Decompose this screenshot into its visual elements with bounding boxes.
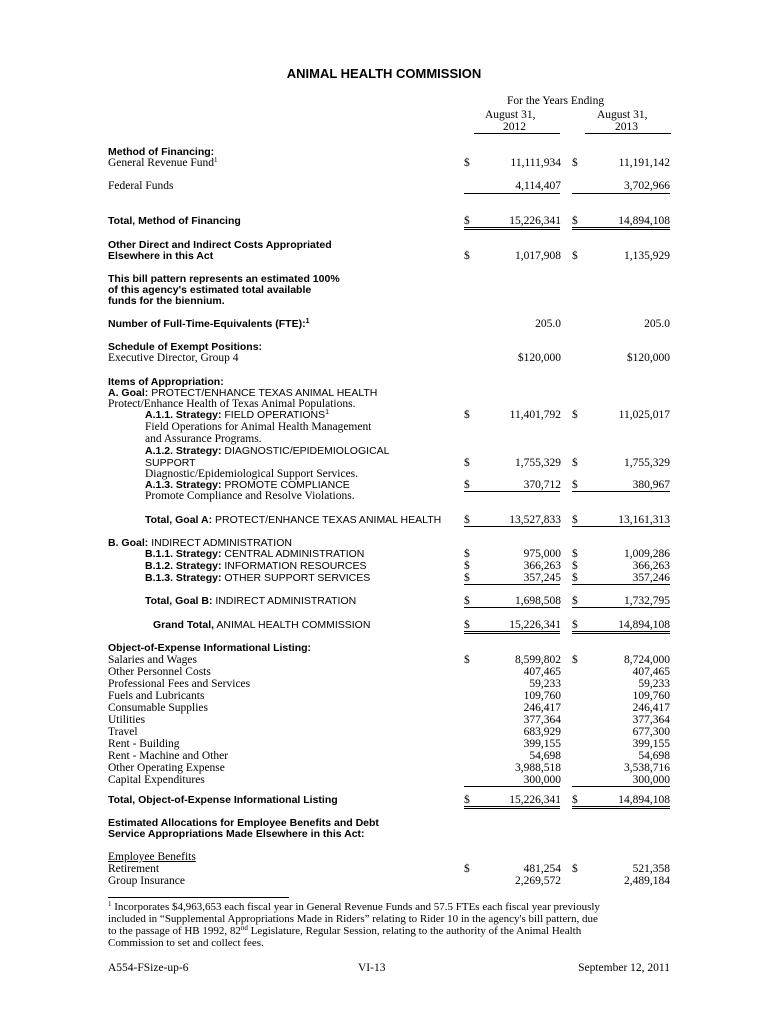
group-insurance-2013: 2,489,184 — [624, 875, 670, 887]
ooe-value: 407,465 — [523, 666, 561, 678]
ooe-value: 377,364 — [632, 714, 670, 726]
rule — [572, 607, 670, 608]
strategy-a13: A.1.3. Strategy: PROMOTE COMPLIANCE — [145, 479, 350, 491]
bill-note-line3: funds for the biennium. — [108, 295, 225, 307]
ooe-row: Fuels and Lubricants — [108, 690, 205, 702]
b12-2013: 366,263 — [632, 560, 670, 572]
ooe-value: 54,698 — [529, 750, 561, 762]
ooe-value: 8,599,802 — [515, 654, 561, 666]
goal-b-title: B. Goal: INDIRECT ADMINISTRATION — [108, 537, 292, 549]
mof-total-label: Total, Method of Financing — [108, 215, 241, 227]
double-rule — [572, 227, 670, 230]
dollar: $ — [572, 514, 578, 526]
bill-note-line2: of this agency's estimated total available — [108, 284, 312, 296]
a12-desc: Diagnostic/Epidemiological Support Services. — [145, 468, 359, 480]
dollar: $ — [572, 619, 578, 631]
ooe-row: Other Personnel Costs — [108, 666, 211, 678]
other-costs-2012: 1,017,908 — [515, 250, 561, 262]
col1-header-b: 2012 — [503, 121, 526, 133]
dollar: $ — [464, 409, 470, 421]
ooe-row: Salaries and Wages — [108, 654, 197, 666]
col2-header-a: August 31, — [597, 109, 648, 121]
total-b-2012: 1,698,508 — [515, 595, 561, 607]
col1-header-a: August 31, — [485, 109, 536, 121]
strategy-a11: A.1.1. Strategy: FIELD OPERATIONS$^1$ — [145, 409, 330, 421]
footnote-line4: Commission to set and collect fees. — [108, 937, 264, 949]
dollar: $ — [464, 863, 470, 875]
a11-2012: 11,401,792 — [509, 409, 561, 421]
benefits-line1: Estimated Allocations for Employee Benefits and Debt — [108, 817, 379, 829]
rule — [572, 491, 670, 492]
gr-dollar-2: $ — [572, 157, 578, 169]
ooe-row: Professional Fees and Services — [108, 678, 251, 690]
fte-2012: 205.0 — [535, 318, 561, 330]
other-costs-2013: 1,135,929 — [624, 250, 670, 262]
dollar: $ — [464, 215, 470, 227]
ooe-value: 109,760 — [632, 690, 670, 702]
total-b-2013: 1,732,795 — [624, 595, 670, 607]
a12-2013: 1,755,329 — [624, 457, 670, 469]
dollar: $ — [464, 479, 470, 491]
fte-2013: 205.0 — [644, 318, 670, 330]
dollar: $ — [464, 457, 470, 469]
dollar: $ — [572, 794, 578, 806]
col2-header-rule — [585, 133, 671, 134]
ooe-value: 407,465 — [632, 666, 670, 678]
exempt-heading: Schedule of Exempt Positions: — [108, 341, 263, 353]
total-goal-b: Total, Goal B: INDIRECT ADMINISTRATION — [145, 595, 357, 607]
b13-2013: 357,246 — [632, 572, 670, 584]
double-rule — [464, 806, 560, 809]
ooe-value: 399,155 — [632, 738, 670, 750]
ooe-value: 377,364 — [523, 714, 561, 726]
double-rule — [572, 806, 670, 809]
a13-2013: 380,967 — [632, 479, 670, 491]
other-costs-line1: Other Direct and Indirect Costs Appropriated — [108, 239, 332, 251]
federal-funds-2012: 4,114,407 — [515, 180, 561, 192]
federal-funds-label: Federal Funds — [108, 180, 174, 192]
benefits-line2: Service Appropriations Made Elsewhere in this Act: — [108, 828, 365, 840]
retirement-2013: 521,358 — [632, 863, 670, 875]
ooe-value: 54,698 — [638, 750, 670, 762]
dollar: $ — [572, 215, 578, 227]
dollar: $ — [572, 457, 578, 469]
total-goal-a: Total, Goal A: PROTECT/ENHANCE TEXAS ANIMAL HEALTH — [145, 514, 442, 526]
gr-fund-2012: 11,111,934 — [510, 157, 561, 169]
a12-2012: 1,755,329 — [515, 457, 561, 469]
footnote-line1: $^1$ Incorporates $4,963,653 each fiscal year in General Revenue Funds and 57.5 FTEs each fiscal year previously — [108, 900, 600, 913]
dollar: $ — [464, 572, 470, 584]
double-rule — [572, 631, 670, 634]
dollar: $ — [572, 479, 578, 491]
ooe-row: Capital Expenditures — [108, 774, 205, 786]
ooe-value: 399,155 — [523, 738, 561, 750]
rule — [572, 526, 670, 527]
ooe-value: 300,000 — [523, 774, 561, 786]
rule — [464, 786, 560, 787]
ooe-value: 683,929 — [523, 726, 561, 738]
strategy-a12-cont: SUPPORT — [145, 457, 196, 469]
gr-fund-2013: 11,191,142 — [618, 157, 670, 169]
dollar: $ — [464, 250, 470, 262]
retirement-2012: 481,254 — [523, 863, 561, 875]
ooe-row: Utilities — [108, 714, 146, 726]
rule — [572, 193, 670, 194]
col2-header-b: 2013 — [615, 121, 638, 133]
gr-dollar: $ — [464, 157, 470, 169]
strategy-b11: B.1.1. Strategy: CENTRAL ADMINISTRATION — [145, 548, 365, 560]
dollar: $ — [464, 560, 470, 572]
a13-2012: 370,712 — [523, 479, 561, 491]
total-a-2013: 13,161,313 — [618, 514, 670, 526]
group-insurance-2012: 2,269,572 — [515, 875, 561, 887]
strategy-b12: B.1.2. Strategy: INFORMATION RESOURCES — [145, 560, 367, 572]
ooe-total-2012: 15,226,341 — [509, 794, 561, 806]
b11-2013: 1,009,286 — [624, 548, 670, 560]
dollar: $ — [572, 572, 578, 584]
ooe-total-label: Total, Object-of-Expense Informational Listing — [108, 794, 338, 806]
footnote-rule — [108, 897, 289, 898]
ooe-value: 59,233 — [529, 678, 561, 690]
exempt-2013: $120,000 — [626, 352, 670, 364]
footer-page: VI-13 — [358, 962, 386, 974]
grand-total-2012: 15,226,341 — [509, 619, 561, 631]
ooe-value: 300,000 — [632, 774, 670, 786]
dollar: $ — [572, 560, 578, 572]
dollar: $ — [572, 654, 578, 666]
rule — [464, 526, 560, 527]
ooe-value: 59,233 — [638, 678, 670, 690]
a11-desc1: Field Operations for Animal Health Management — [145, 421, 372, 433]
dollar: $ — [572, 863, 578, 875]
ooe-value: 246,417 — [523, 702, 561, 714]
grand-total: Grand Total, ANIMAL HEALTH COMMISSION — [153, 619, 371, 631]
other-costs-line2: Elsewhere in this Act — [108, 250, 214, 262]
rule — [572, 786, 670, 787]
strategy-b13: B.1.3. Strategy: OTHER SUPPORT SERVICES — [145, 572, 371, 584]
a11-desc2: and Assurance Programs. — [145, 433, 262, 445]
a13-desc: Promote Compliance and Resolve Violations. — [145, 490, 355, 502]
double-rule — [464, 631, 560, 634]
ooe-total-2013: 14,894,108 — [618, 794, 670, 806]
ooe-value: 246,417 — [632, 702, 670, 714]
group-insurance-label: Group Insurance — [108, 875, 185, 887]
gr-fund-label: General Revenue Fund$^1$ — [108, 156, 218, 169]
ooe-value: 3,538,716 — [624, 762, 670, 774]
ooe-value: 3,988,518 — [515, 762, 561, 774]
ooe-row: Other Operating Expense — [108, 762, 225, 774]
b12-2012: 366,263 — [523, 560, 561, 572]
federal-funds-2013: 3,702,966 — [624, 180, 670, 192]
footnote-line3: to the passage of HB 1992, 82nd Legislature, Regular Session, relating to the authority of the Animal Health — [108, 924, 582, 937]
ooe-value: 677,300 — [632, 726, 670, 738]
rule — [464, 193, 560, 194]
items-heading: Items of Appropriation: — [108, 376, 224, 388]
dollar: $ — [464, 514, 470, 526]
double-rule — [464, 227, 560, 230]
footer-left: A554-FSize-up-6 — [108, 962, 189, 974]
years-ending-header: For the Years Ending — [507, 95, 605, 107]
benefits-subheading: Employee Benefits — [108, 851, 196, 863]
dollar: $ — [572, 548, 578, 560]
b13-2012: 357,245 — [523, 572, 561, 584]
dollar: $ — [464, 619, 470, 631]
dollar: $ — [464, 794, 470, 806]
dollar: $ — [464, 654, 470, 666]
footnote-line2: included in “Supplemental Appropriations Made in Riders” relating to Rider 10 in the agency's bill pattern, due — [108, 913, 598, 925]
dollar: $ — [572, 250, 578, 262]
retirement-label: Retirement — [108, 863, 160, 875]
mof-total-2013: 14,894,108 — [618, 215, 670, 227]
strategy-a12: A.1.2. Strategy: DIAGNOSTIC/EPIDEMIOLOGICAL — [145, 445, 390, 457]
goal-a-desc: Protect/Enhance Health of Texas Animal Populations. — [108, 398, 356, 410]
goal-a-title: A. Goal: PROTECT/ENHANCE TEXAS ANIMAL HEALTH — [108, 387, 378, 399]
col1-header-rule — [474, 133, 560, 134]
ooe-row: Consumable Supplies — [108, 702, 208, 714]
dollar: $ — [572, 595, 578, 607]
dollar: $ — [464, 595, 470, 607]
mof-total-2012: 15,226,341 — [509, 215, 561, 227]
a11-2013: 11,025,017 — [618, 409, 670, 421]
footer-date: September 12, 2011 — [578, 962, 670, 974]
ooe-row: Rent - Building — [108, 738, 180, 750]
fte-label: Number of Full-Time-Equivalents (FTE):$^1$ — [108, 318, 310, 330]
grand-total-2013: 14,894,108 — [618, 619, 670, 631]
bill-note-line1: This bill pattern represents an estimated 100% — [108, 273, 340, 285]
total-a-2012: 13,527,833 — [509, 514, 561, 526]
page-title: ANIMAL HEALTH COMMISSION — [286, 66, 482, 81]
dollar: $ — [572, 409, 578, 421]
b11-2012: 975,000 — [523, 548, 561, 560]
rule — [464, 584, 560, 585]
mof-heading: Method of Financing: — [108, 146, 215, 158]
ooe-row: Travel — [108, 726, 138, 738]
ooe-heading: Object-of-Expense Informational Listing: — [108, 642, 312, 654]
exempt-2012: $120,000 — [517, 352, 561, 364]
ooe-row: Rent - Machine and Other — [108, 750, 229, 762]
rule — [464, 491, 560, 492]
ooe-value: 109,760 — [523, 690, 561, 702]
exempt-label: Executive Director, Group 4 — [108, 352, 239, 364]
rule — [464, 607, 560, 608]
rule — [572, 584, 670, 585]
ooe-value: 8,724,000 — [624, 654, 670, 666]
dollar: $ — [464, 548, 470, 560]
